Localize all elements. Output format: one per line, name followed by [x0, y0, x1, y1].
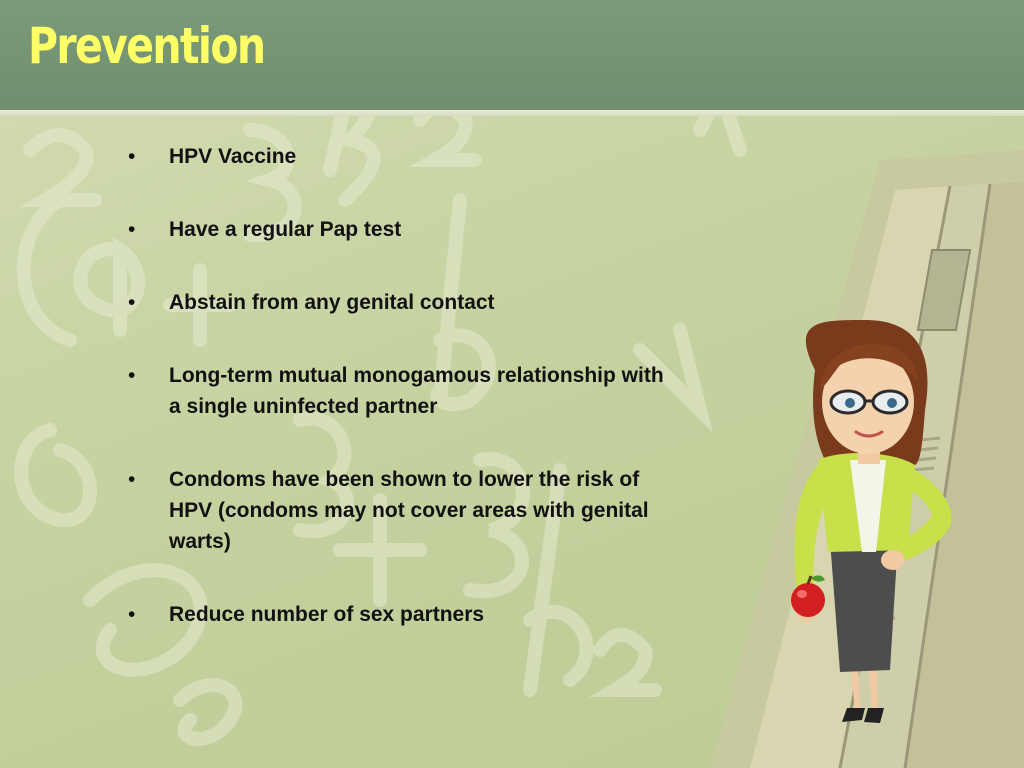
- bullet-glyph: •: [128, 291, 136, 314]
- title-divider: [0, 110, 1024, 116]
- bullet-text: Have a regular Pap test: [169, 218, 402, 241]
- bullet-text: HPV Vaccine: [169, 145, 297, 168]
- bullet-glyph: •: [128, 145, 136, 168]
- bullet-text: Abstain from any genital contact: [169, 291, 495, 314]
- bullet-item-condoms: [128, 464, 668, 557]
- bullet-item-hpv-vaccine: [128, 141, 668, 172]
- bullet-text: Long-term mutual monogamous relationship with a single uninfected partner: [169, 364, 664, 418]
- bullet-item-abstain: [128, 287, 668, 318]
- bullet-item-monogamy: [128, 360, 668, 422]
- bullet-glyph: •: [128, 218, 136, 241]
- slide-title: Prevention: [28, 17, 265, 75]
- bullet-item-pap-test: [128, 214, 668, 245]
- bullet-glyph: •: [128, 603, 136, 626]
- bullet-text: Condoms have been shown to lower the risk of HPV (condoms may not cover areas with genital warts): [169, 468, 649, 553]
- bullet-glyph: •: [128, 468, 136, 491]
- bullet-list: [128, 141, 668, 630]
- bullet-item-reduce-partners: [128, 599, 668, 630]
- bullet-glyph: •: [128, 364, 136, 387]
- teacher-illustration: [690, 120, 1024, 768]
- bullet-text: Reduce number of sex partners: [169, 603, 485, 626]
